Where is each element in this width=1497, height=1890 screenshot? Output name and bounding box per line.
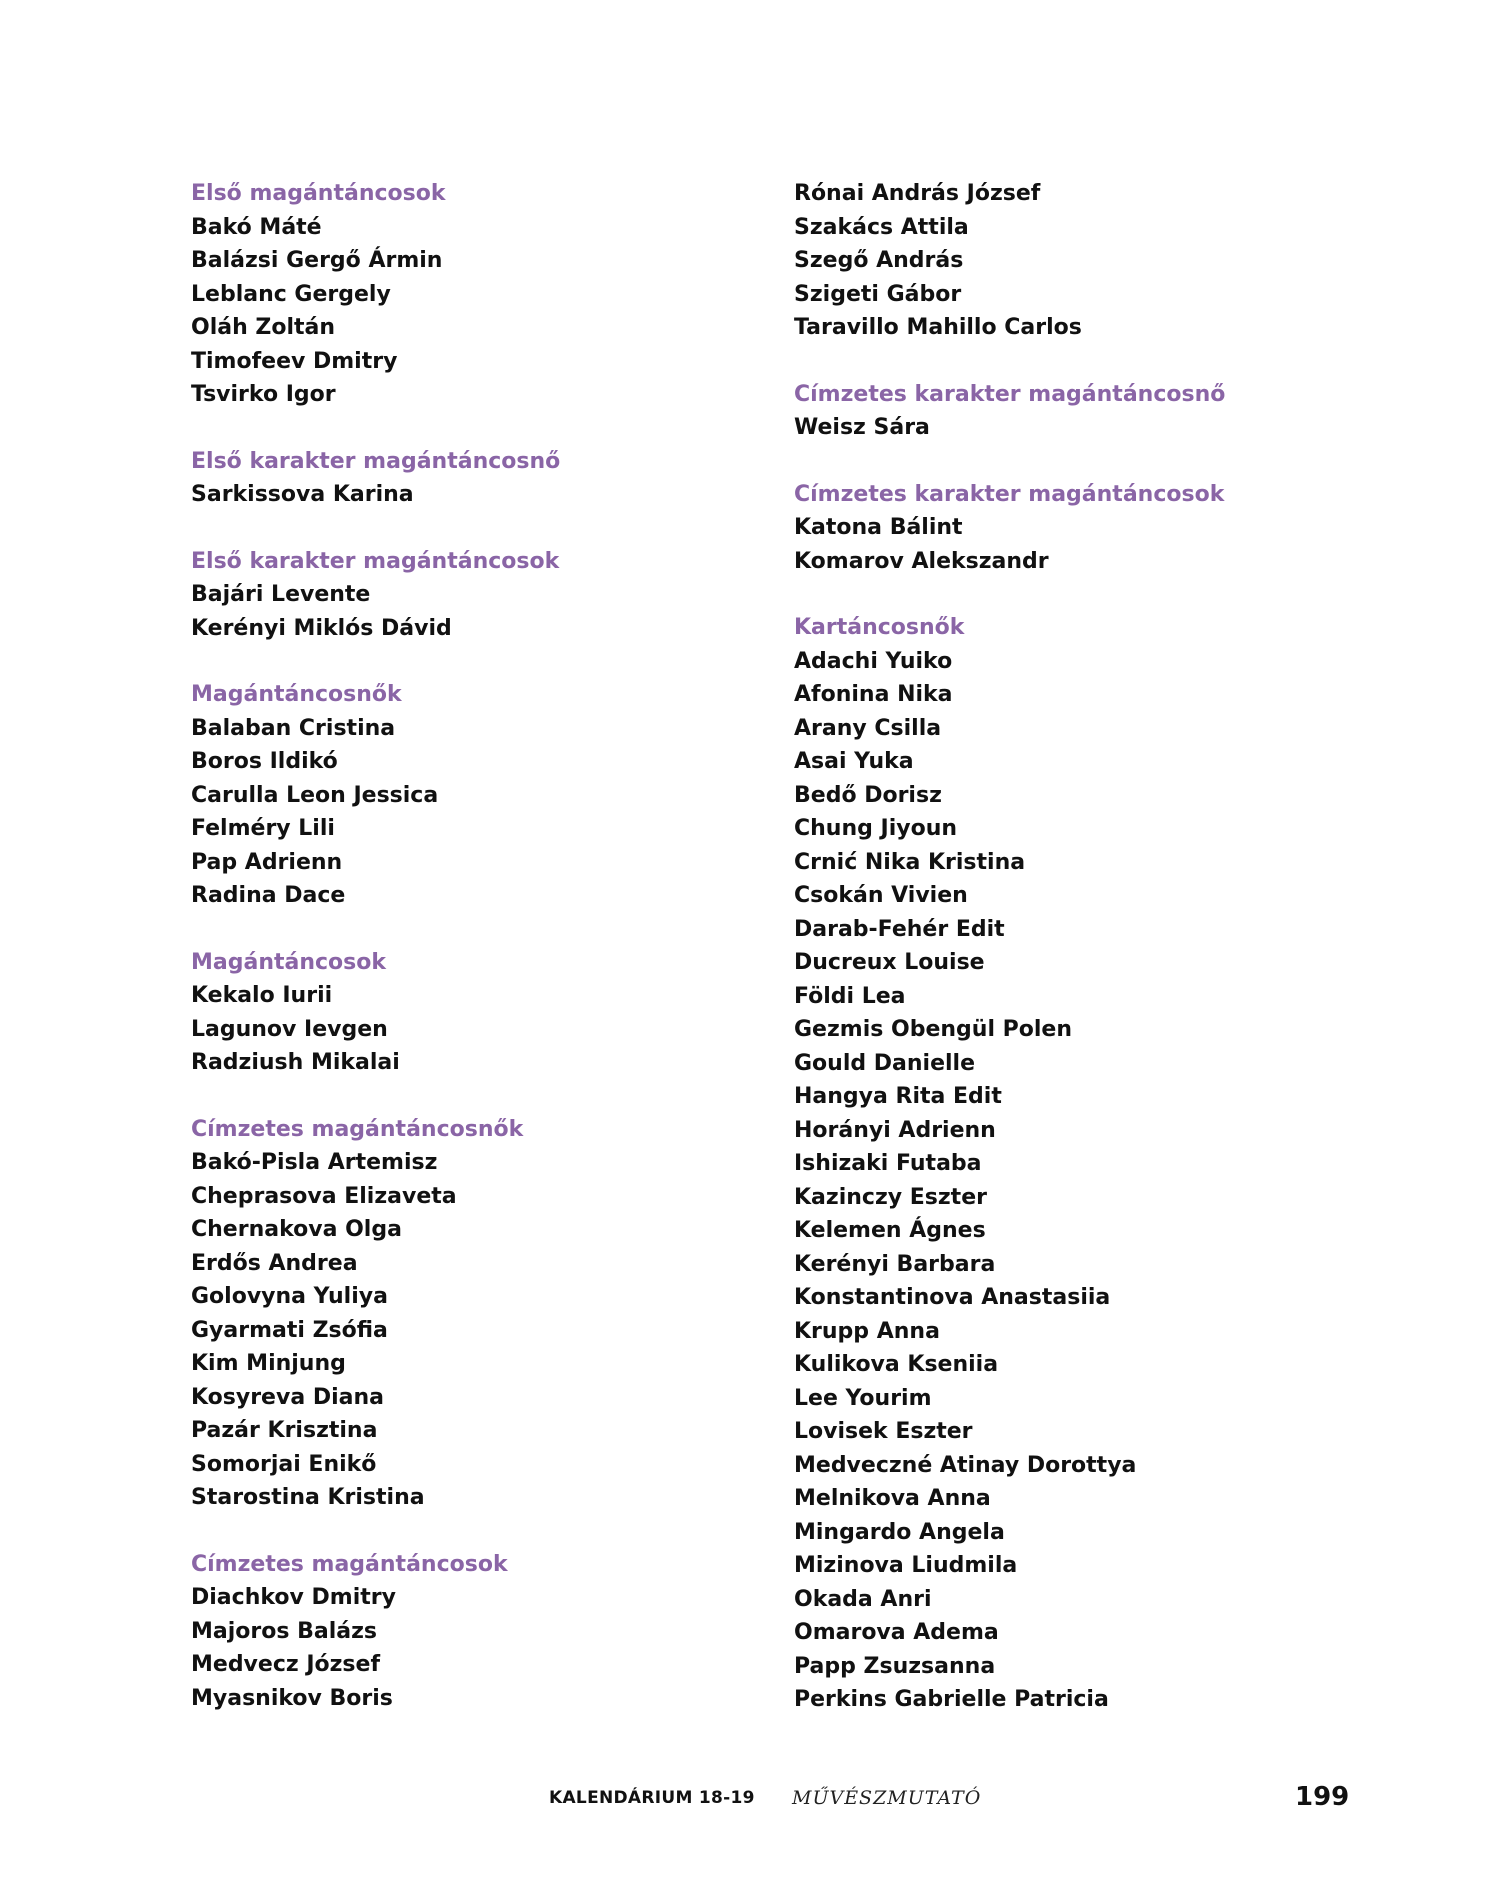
dancer-name: Bajári Levente (191, 582, 371, 607)
roster-section (191, 445, 751, 512)
dancer-name: Chernakova Olga (191, 1217, 402, 1242)
dancer-name: Mingardo Angela (794, 1519, 1005, 1545)
dancer-name: Szakács Attila (794, 214, 969, 240)
dancer-name: Felméry Lili (191, 816, 335, 841)
section-heading: Címzetes magántáncosnők (191, 1116, 524, 1142)
footer-brand: KALENDÁRIUM 18-19 (549, 1788, 755, 1808)
dancer-name: Krupp Anna (794, 1318, 940, 1344)
dancer-name: Kazinczy Eszter (794, 1184, 987, 1210)
roster-section (794, 611, 1354, 1717)
section-heading: Magántáncosok (191, 949, 387, 975)
dancer-name: Földi Lea (794, 983, 906, 1009)
dancer-name: Gezmis Obengül Polen (794, 1017, 1073, 1042)
dancer-name: Crnić Nika Kristina (794, 849, 1026, 875)
dancer-name: Darab-Fehér Edit (794, 916, 1005, 942)
section-heading: Első karakter magántáncosnő (191, 448, 561, 474)
dancer-name: Diachkov Dmitry (191, 1585, 396, 1610)
dancer-name: Mizinova Liudmila (794, 1553, 1018, 1578)
dancer-name: Gyarmati Zsófia (191, 1317, 388, 1343)
dancer-name: Bakó-Pisla Artemisz (191, 1150, 438, 1175)
dancer-name: Carulla Leon Jessica (191, 782, 439, 808)
dancer-name: Tsvirko Igor (191, 382, 336, 407)
dancer-name: Arany Csilla (794, 715, 942, 741)
dancer-name: Kulikova Kseniia (794, 1352, 999, 1377)
section-heading: Első karakter magántáncosok (191, 548, 560, 574)
dancer-name: Somorjai Enikő (191, 1451, 377, 1477)
dancer-name: Ducreux Louise (794, 950, 985, 975)
dancer-name: Gould Danielle (794, 1050, 976, 1076)
dancer-name: Radziush Mikalai (191, 1050, 400, 1075)
dancer-name: Perkins Gabrielle Patricia (794, 1687, 1109, 1712)
roster-section (191, 177, 751, 412)
dancer-name: Lagunov Ievgen (191, 1016, 388, 1042)
dancer-name: Timofeev Dmitry (191, 348, 398, 374)
left-column (191, 177, 751, 1748)
dancer-name: Csokán Vivien (794, 883, 968, 908)
section-heading: Címzetes karakter magántáncosok (794, 481, 1225, 507)
dancer-name: Chung Jiyoun (794, 816, 958, 841)
dancer-name: Boros Ildikó (191, 749, 338, 774)
dancer-name: Adachi Yuiko (794, 648, 953, 674)
dancer-name: Kerényi Barbara (794, 1251, 996, 1277)
dancer-name: Starostina Kristina (191, 1485, 425, 1510)
dancer-name: Kelemen Ágnes (794, 1218, 986, 1243)
dancer-name: Katona Bálint (794, 515, 963, 540)
roster-section (191, 1113, 751, 1515)
roster-section (191, 678, 751, 913)
dancer-name: Leblanc Gergely (191, 281, 391, 307)
dancer-name: Horányi Adrienn (794, 1117, 996, 1143)
roster-section (794, 378, 1354, 445)
dancer-name: Balaban Cristina (191, 715, 396, 741)
dancer-name: Erdős Andrea (191, 1250, 358, 1276)
dancer-name: Kerényi Miklós Dávid (191, 615, 452, 641)
dancer-name: Kekalo Iurii (191, 983, 333, 1008)
section-heading: Címzetes karakter magántáncosnő (794, 381, 1226, 407)
dancer-name: Radina Dace (191, 883, 346, 908)
roster-section (794, 478, 1354, 579)
dancer-name: Myasnikov Boris (191, 1685, 393, 1711)
dancer-name: Medveczné Atinay Dorottya (794, 1452, 1137, 1478)
dancer-name: Asai Yuka (794, 749, 914, 774)
dancer-name: Medvecz József (191, 1652, 381, 1677)
footer-section-title: MŰVÉSZMUTATÓ (792, 1787, 982, 1809)
dancer-name: Melnikova Anna (794, 1486, 991, 1511)
dancer-name: Kim Minjung (191, 1351, 346, 1376)
dancer-name: Majoros Balázs (191, 1618, 378, 1644)
right-column (794, 177, 1354, 1750)
dancer-name: Weisz Sára (794, 415, 930, 440)
roster-section (191, 946, 751, 1080)
section-heading: Első magántáncosok (191, 181, 446, 206)
dancer-name: Papp Zsuzsanna (794, 1653, 996, 1679)
dancer-name: Hangya Rita Edit (794, 1084, 1002, 1109)
dancer-name: Sarkissova Karina (191, 482, 414, 507)
dancer-name: Omarova Adema (794, 1620, 999, 1645)
dancer-name: Lovisek Eszter (794, 1419, 973, 1444)
dancer-name: Balázsi Gergő Ármin (191, 248, 443, 273)
dancer-name: Komarov Alekszandr (794, 548, 1049, 574)
dancer-name: Golovyna Yuliya (191, 1284, 388, 1309)
dancer-name: Pazár Krisztina (191, 1418, 378, 1443)
dancer-name: Rónai András József (794, 181, 1041, 206)
dancer-name: Afonina Nika (794, 682, 953, 707)
dancer-name: Bedő Dorisz (794, 782, 942, 808)
dancer-name: Cheprasova Elizaveta (191, 1183, 457, 1209)
dancer-name: Szegő András (794, 248, 964, 273)
roster-section (191, 545, 751, 646)
roster-section (794, 177, 1354, 345)
section-heading: Címzetes magántáncosok (191, 1551, 508, 1577)
dancer-name: Pap Adrienn (191, 849, 343, 875)
page-footer (0, 1784, 1497, 1814)
dancer-name: Oláh Zoltán (191, 315, 336, 340)
dancer-name: Szigeti Gábor (794, 281, 962, 307)
dancer-name: Lee Yourim (794, 1385, 932, 1411)
dancer-name: Bakó Máté (191, 214, 322, 240)
section-heading: Magántáncosnők (191, 682, 402, 707)
roster-section (191, 1548, 751, 1716)
section-heading: Kartáncosnők (794, 615, 965, 640)
dancer-name: Okada Anri (794, 1586, 932, 1612)
page-number: 199 (1295, 1782, 1350, 1812)
dancer-name: Taravillo Mahillo Carlos (794, 315, 1082, 340)
dancer-name: Kosyreva Diana (191, 1384, 384, 1410)
dancer-name: Ishizaki Futaba (794, 1151, 982, 1176)
dancer-name: Konstantinova Anastasiia (794, 1285, 1111, 1310)
